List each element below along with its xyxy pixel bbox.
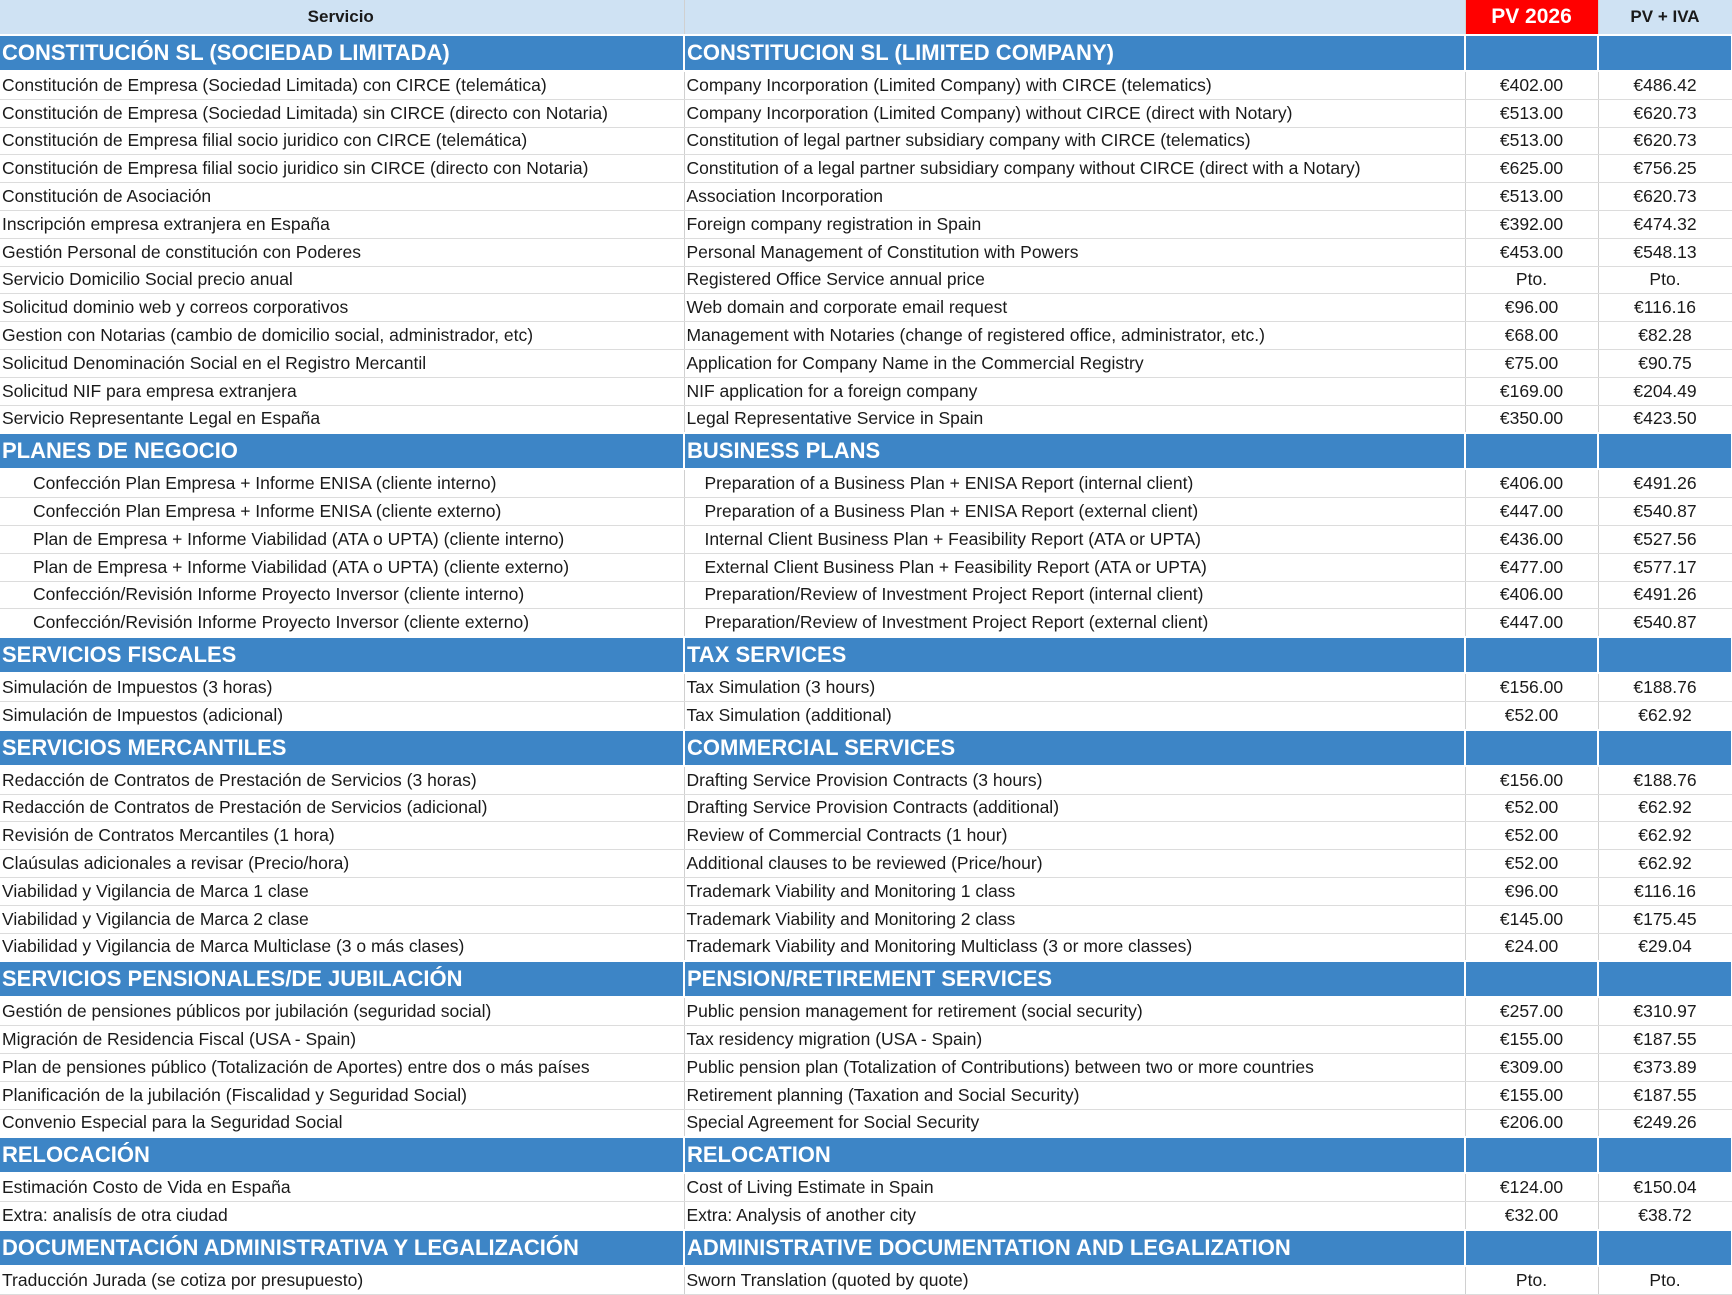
table-row [0,405,1732,433]
service-name-en[interactable]: Tax Simulation (3 hours) [684,673,1465,701]
price-pv-2026[interactable]: €406.00 [1465,469,1598,497]
table-row [0,377,1732,405]
header-service-en [684,0,1465,35]
section-empty-cell [1465,1230,1598,1266]
price-pv-2026[interactable]: €156.00 [1465,673,1598,701]
section-title-en: PENSION/RETIREMENT SERVICES [684,961,1465,997]
service-name-es[interactable]: Migración de Residencia Fiscal (USA - Spain) [0,1026,684,1054]
service-name-es[interactable]: Confección/Revisión Informe Proyecto Inversor (cliente interno) [0,581,684,609]
service-name-en[interactable]: Constitution of legal partner subsidiary company with CIRCE (telematics) [684,127,1465,155]
price-pv-iva[interactable]: €116.16 [1598,877,1732,905]
service-name-en[interactable]: Web domain and corporate email request [684,294,1465,322]
service-name-es[interactable]: Planificación de la jubilación (Fiscalidad y Seguridad Social) [0,1081,684,1109]
table-row [0,99,1732,127]
section-empty-cell [1598,433,1732,469]
service-name-es[interactable]: Simulación de Impuestos (3 horas) [0,673,684,701]
price-pv-2026[interactable]: €124.00 [1465,1173,1598,1201]
service-name-en[interactable]: Tax residency migration (USA - Spain) [684,1026,1465,1054]
service-name-es[interactable]: Extra: analisís de otra ciudad [0,1202,684,1230]
service-name-es[interactable]: Simulación de Impuestos (adicional) [0,701,684,729]
price-pv-iva[interactable]: €188.76 [1598,673,1732,701]
service-name-es[interactable]: Solicitud Denominación Social en el Registro Mercantil [0,349,684,377]
price-pv-2026[interactable]: €52.00 [1465,794,1598,822]
service-name-es[interactable]: Plan de Empresa + Informe Viabilidad (ATA o UPTA) (cliente externo) [0,553,684,581]
price-pv-iva[interactable]: €486.42 [1598,71,1732,99]
price-pv-2026[interactable]: €156.00 [1465,766,1598,794]
price-pv-2026[interactable]: €392.00 [1465,210,1598,238]
service-name-en[interactable]: Cost of Living Estimate in Spain [684,1173,1465,1201]
service-name-en[interactable]: Preparation of a Business Plan + ENISA Report (external client) [684,498,1465,526]
price-pv-iva[interactable]: €175.45 [1598,905,1732,933]
table-row [0,581,1732,609]
price-pv-iva[interactable]: €310.97 [1598,997,1732,1025]
price-pv-iva[interactable]: €249.26 [1598,1109,1732,1137]
section-title-en: RELOCATION [684,1137,1465,1173]
service-name-es[interactable]: Constitución de Empresa (Sociedad Limitada) sin CIRCE (directo con Notaria) [0,99,684,127]
table-row [0,127,1732,155]
price-pv-2026[interactable]: €453.00 [1465,238,1598,266]
service-name-es[interactable]: Viabilidad y Vigilancia de Marca 1 clase [0,877,684,905]
price-pv-2026[interactable]: Pto. [1465,266,1598,294]
price-pv-2026[interactable]: €402.00 [1465,71,1598,99]
table-row [0,1173,1732,1201]
service-name-en[interactable]: Constitution of a legal partner subsidiary company without CIRCE (direct with a Notary) [684,155,1465,183]
service-name-en[interactable]: External Client Business Plan + Feasibility Report (ATA or UPTA) [684,553,1465,581]
service-name-es[interactable]: Plan de pensiones público (Totalización de Aportes) entre dos o más países [0,1053,684,1081]
table-row [0,322,1732,350]
table-row [0,349,1732,377]
table-row [0,1026,1732,1054]
service-name-es[interactable]: Confección/Revisión Informe Proyecto Inversor (cliente externo) [0,609,684,637]
service-name-en[interactable]: Foreign company registration in Spain [684,210,1465,238]
price-pv-2026[interactable]: €477.00 [1465,553,1598,581]
price-pv-iva[interactable]: €188.76 [1598,766,1732,794]
price-pv-2026[interactable]: €96.00 [1465,877,1598,905]
price-pv-iva[interactable]: Pto. [1598,1266,1732,1294]
section-header-row [0,1137,1732,1173]
service-name-en[interactable]: Special Agreement for Social Security [684,1109,1465,1137]
service-name-es[interactable]: Estimación Costo de Vida en España [0,1173,684,1201]
service-name-en[interactable]: Preparation/Review of Investment Project Report (external client) [684,609,1465,637]
price-pv-2026[interactable]: €513.00 [1465,99,1598,127]
price-pv-2026[interactable]: €206.00 [1465,1109,1598,1137]
service-name-en[interactable]: Review of Commercial Contracts (1 hour) [684,822,1465,850]
price-pv-2026[interactable]: €52.00 [1465,822,1598,850]
table-row [0,822,1732,850]
table-row [0,673,1732,701]
service-name-es[interactable]: Servicio Representante Legal en España [0,405,684,433]
table-row [0,1053,1732,1081]
section-empty-cell [1598,1137,1732,1173]
price-pv-2026[interactable]: €75.00 [1465,349,1598,377]
section-header-row [0,730,1732,766]
section-empty-cell [1598,1230,1732,1266]
service-name-es[interactable]: Convenio Especial para la Seguridad Social [0,1109,684,1137]
service-name-en[interactable]: Preparation/Review of Investment Project Report (internal client) [684,581,1465,609]
service-name-es[interactable]: Confección Plan Empresa + Informe ENISA (cliente externo) [0,498,684,526]
price-pv-2026[interactable]: €625.00 [1465,155,1598,183]
price-pv-iva[interactable]: Pto. [1598,266,1732,294]
table-row [0,905,1732,933]
section-title-es: CONSTITUCIÓN SL (SOCIEDAD LIMITADA) [0,35,684,71]
table-row [0,498,1732,526]
service-name-en[interactable]: Company Incorporation (Limited Company) with CIRCE (telematics) [684,71,1465,99]
price-pv-iva[interactable]: €620.73 [1598,183,1732,211]
section-empty-cell [1465,961,1598,997]
price-pv-2026[interactable]: €52.00 [1465,701,1598,729]
price-pv-2026[interactable]: €447.00 [1465,498,1598,526]
service-name-es[interactable]: Confección Plan Empresa + Informe ENISA (cliente interno) [0,469,684,497]
price-pv-2026[interactable]: Pto. [1465,1266,1598,1294]
section-title-en: BUSINESS PLANS [684,433,1465,469]
service-name-en[interactable]: Preparation of a Business Plan + ENISA Report (internal client) [684,469,1465,497]
section-header-row [0,961,1732,997]
section-empty-cell [1465,637,1598,673]
price-pv-2026[interactable]: €513.00 [1465,183,1598,211]
price-pv-iva[interactable]: €29.04 [1598,933,1732,961]
table-row [0,1266,1732,1294]
price-pv-iva[interactable]: €491.26 [1598,581,1732,609]
service-name-en[interactable]: Personal Management of Constitution with Powers [684,238,1465,266]
price-pv-2026[interactable]: €24.00 [1465,933,1598,961]
table-row [0,766,1732,794]
price-pv-iva[interactable]: €82.28 [1598,322,1732,350]
service-name-en[interactable]: Trademark Viability and Monitoring Multiclass (3 or more classes) [684,933,1465,961]
service-name-es[interactable]: Traducción Jurada (se cotiza por presupuesto) [0,1266,684,1294]
section-empty-cell [1465,35,1598,71]
table-row [0,294,1732,322]
service-name-es[interactable]: Plan de Empresa + Informe Viabilidad (ATA o UPTA) (cliente interno) [0,525,684,553]
service-name-en[interactable]: Application for Company Name in the Commercial Registry [684,349,1465,377]
section-header-row [0,433,1732,469]
table-row [0,469,1732,497]
price-pv-2026[interactable]: €68.00 [1465,322,1598,350]
price-pv-2026[interactable]: €447.00 [1465,609,1598,637]
price-pv-iva[interactable]: €62.92 [1598,701,1732,729]
price-pv-iva[interactable]: €62.92 [1598,850,1732,878]
section-title-es: DOCUMENTACIÓN ADMINISTRATIVA Y LEGALIZACIÓN [0,1230,684,1266]
price-pv-iva[interactable]: €620.73 [1598,99,1732,127]
service-name-en[interactable]: Trademark Viability and Monitoring 1 class [684,877,1465,905]
section-empty-cell [1598,637,1732,673]
price-pv-2026[interactable]: €155.00 [1465,1026,1598,1054]
service-name-es[interactable]: Constitución de Asociación [0,183,684,211]
service-name-en[interactable]: Company Incorporation (Limited Company) without CIRCE (direct with Notary) [684,99,1465,127]
price-pv-2026[interactable]: €145.00 [1465,905,1598,933]
service-name-en[interactable]: Drafting Service Provision Contracts (3 hours) [684,766,1465,794]
price-pv-iva[interactable]: €756.25 [1598,155,1732,183]
price-pv-iva[interactable]: €620.73 [1598,127,1732,155]
price-pv-2026[interactable]: €436.00 [1465,525,1598,553]
section-empty-cell [1598,35,1732,71]
service-name-es[interactable]: Constitución de Empresa (Sociedad Limitada) con CIRCE (telemática) [0,71,684,99]
price-pv-iva[interactable]: €116.16 [1598,294,1732,322]
service-name-en[interactable]: Extra: Analysis of another city [684,1202,1465,1230]
service-name-es[interactable]: Redacción de Contratos de Prestación de Servicios (3 horas) [0,766,684,794]
service-name-es[interactable]: Constitución de Empresa filial socio juridico sin CIRCE (directo con Notaria) [0,155,684,183]
table-row [0,997,1732,1025]
service-name-en[interactable]: Internal Client Business Plan + Feasibility Report (ATA or UPTA) [684,525,1465,553]
price-pv-2026[interactable]: €350.00 [1465,405,1598,433]
service-name-es[interactable]: Revisión de Contratos Mercantiles (1 hora) [0,822,684,850]
section-title-en: ADMINISTRATIVE DOCUMENTATION AND LEGALIZATION [684,1230,1465,1266]
section-empty-cell [1465,1137,1598,1173]
service-name-en[interactable]: Registered Office Service annual price [684,266,1465,294]
service-name-es[interactable]: Viabilidad y Vigilancia de Marca 2 clase [0,905,684,933]
section-empty-cell [1598,730,1732,766]
table-row [0,1109,1732,1137]
price-pv-2026[interactable]: €169.00 [1465,377,1598,405]
section-header-row [0,1230,1732,1266]
header-pv-iva: PV + IVA [1598,0,1732,35]
price-pv-iva[interactable]: €62.92 [1598,794,1732,822]
service-name-en[interactable]: Management with Notaries (change of registered office, administrator, etc.) [684,322,1465,350]
service-name-es[interactable]: Inscripción empresa extranjera en España [0,210,684,238]
section-header-row [0,35,1732,71]
price-pv-iva[interactable]: €527.56 [1598,525,1732,553]
header-service-es: Servicio [0,0,684,35]
price-pv-iva[interactable]: €373.89 [1598,1053,1732,1081]
table-row [0,210,1732,238]
price-pv-iva[interactable]: €90.75 [1598,349,1732,377]
service-name-es[interactable]: Servicio Domicilio Social precio anual [0,266,684,294]
section-empty-cell [1598,961,1732,997]
table-row [0,183,1732,211]
service-name-es[interactable]: Solicitud dominio web y correos corporativos [0,294,684,322]
table-row [0,933,1732,961]
service-name-en[interactable]: Drafting Service Provision Contracts (additional) [684,794,1465,822]
section-title-es: PLANES DE NEGOCIO [0,433,684,469]
section-title-en: CONSTITUCION SL (LIMITED COMPANY) [684,35,1465,71]
price-pv-2026[interactable]: €32.00 [1465,1202,1598,1230]
price-pv-iva[interactable]: €204.49 [1598,377,1732,405]
section-empty-cell [1465,433,1598,469]
service-name-es[interactable]: Solicitud NIF para empresa extranjera [0,377,684,405]
price-pv-iva[interactable]: €474.32 [1598,210,1732,238]
service-name-en[interactable]: Association Incorporation [684,183,1465,211]
section-title-en: TAX SERVICES [684,637,1465,673]
service-name-en[interactable]: Sworn Translation (quoted by quote) [684,1266,1465,1294]
price-pv-iva[interactable]: €38.72 [1598,1202,1732,1230]
table-row [0,525,1732,553]
price-pv-2026[interactable]: €309.00 [1465,1053,1598,1081]
service-name-es[interactable]: Gestión Personal de constitución con Poderes [0,238,684,266]
service-name-en[interactable]: Trademark Viability and Monitoring 2 class [684,905,1465,933]
table-row [0,877,1732,905]
price-pv-iva[interactable]: €540.87 [1598,609,1732,637]
table-row [0,794,1732,822]
service-name-en[interactable]: Legal Representative Service in Spain [684,405,1465,433]
price-pv-2026[interactable]: €52.00 [1465,850,1598,878]
section-header-row [0,637,1732,673]
service-name-en[interactable]: Tax Simulation (additional) [684,701,1465,729]
table-row [0,266,1732,294]
table-row [0,850,1732,878]
service-name-es[interactable]: Viabilidad y Vigilancia de Marca Multiclase (3 o más clases) [0,933,684,961]
price-pv-iva[interactable]: €62.92 [1598,822,1732,850]
table-row [0,1081,1732,1109]
price-pv-iva[interactable]: €577.17 [1598,553,1732,581]
price-pv-iva[interactable]: €187.55 [1598,1026,1732,1054]
price-pv-iva[interactable]: €187.55 [1598,1081,1732,1109]
service-name-en[interactable]: Additional clauses to be reviewed (Price/hour) [684,850,1465,878]
table-row [0,155,1732,183]
table-row [0,701,1732,729]
price-pv-iva[interactable]: €540.87 [1598,498,1732,526]
table-row [0,553,1732,581]
section-title-es: RELOCACIÓN [0,1137,684,1173]
section-title-en: COMMERCIAL SERVICES [684,730,1465,766]
service-name-en[interactable]: Public pension plan (Totalization of Contributions) between two or more countries [684,1053,1465,1081]
service-name-es[interactable]: Gestión de pensiones públicos por jubilación (seguridad social) [0,997,684,1025]
price-pv-2026[interactable]: €96.00 [1465,294,1598,322]
header-row [0,0,1732,35]
table-row [0,71,1732,99]
service-name-en[interactable]: Retirement planning (Taxation and Social Security) [684,1081,1465,1109]
section-title-es: SERVICIOS MERCANTILES [0,730,684,766]
section-empty-cell [1465,730,1598,766]
price-pv-2026[interactable]: €406.00 [1465,581,1598,609]
service-name-en[interactable]: Public pension management for retirement (social security) [684,997,1465,1025]
price-pv-iva[interactable]: €491.26 [1598,469,1732,497]
service-name-en[interactable]: NIF application for a foreign company [684,377,1465,405]
price-pv-iva[interactable]: €150.04 [1598,1173,1732,1201]
price-pv-2026[interactable]: €513.00 [1465,127,1598,155]
price-pv-iva[interactable]: €548.13 [1598,238,1732,266]
table-row [0,609,1732,637]
price-pv-2026[interactable]: €155.00 [1465,1081,1598,1109]
service-name-es[interactable]: Claúsulas adicionales a revisar (Precio/hora) [0,850,684,878]
table-row [0,238,1732,266]
service-name-es[interactable]: Redacción de Contratos de Prestación de Servicios (adicional) [0,794,684,822]
table-row [0,1202,1732,1230]
service-name-es[interactable]: Gestion con Notarias (cambio de domicilio social, administrador, etc) [0,322,684,350]
section-title-es: SERVICIOS PENSIONALES/DE JUBILACIÓN [0,961,684,997]
service-name-es[interactable]: Constitución de Empresa filial socio juridico con CIRCE (telemática) [0,127,684,155]
section-title-es: SERVICIOS FISCALES [0,637,684,673]
header-pv-2026: PV 2026 [1465,0,1598,35]
price-pv-iva[interactable]: €423.50 [1598,405,1732,433]
price-pv-2026[interactable]: €257.00 [1465,997,1598,1025]
